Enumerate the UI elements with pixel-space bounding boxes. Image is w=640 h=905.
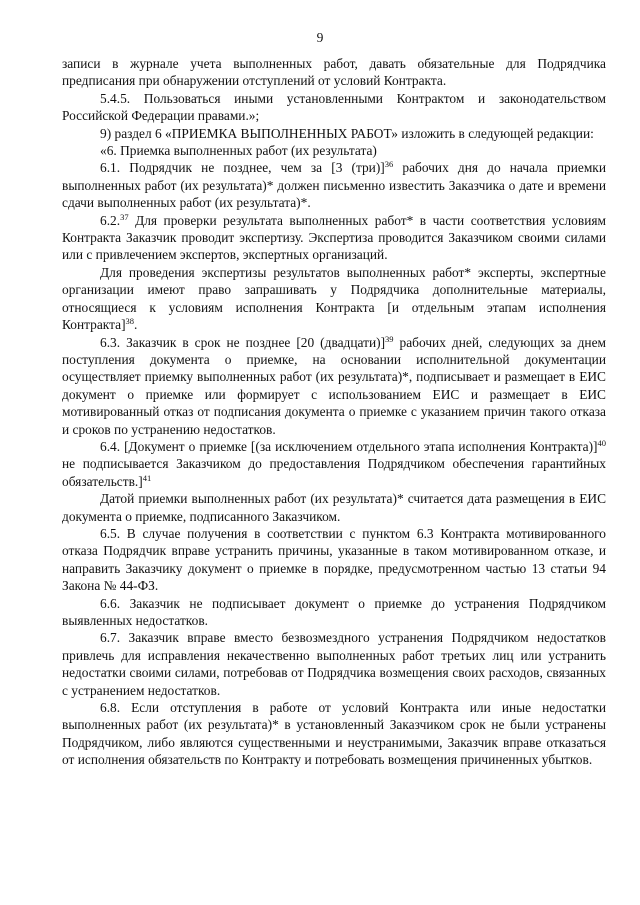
paragraph-6-3-text-end: рабочих дней, следующих за днем поступления документа о приемке, на основании исполнительной документации осуществляет приемку выполненных работ (их результата)*, подписывает и размещает в ЕИС документ о приемке или формирует с использованием ЕИС и размещает в ЕИС мотивированный отказ от подписания документа о приемке с указанием причин такого отказа и сроков по устранению недостатков. <box>62 334 606 437</box>
paragraph-6-2-text: Для проверки результата выполненных работ* в части соответствия условиям Контракта Заказчик проводит экспертизу. Экспертиза проводится Заказчиком своими силами или с привлечением экспертов, экспертных организаций. <box>62 212 606 263</box>
paragraph-6-1-text-start: 6.1. Подрядчик не позднее, чем за [3 (три)] <box>100 160 385 176</box>
paragraph-6-3-text-start: 6.3. Заказчик в срок не позднее [20 (двадцати)] <box>100 334 386 350</box>
paragraph-5-4-5: 5.4.5. Пользоваться иными установленными Контрактом и законодательством Российской Федерации правами.»; <box>62 90 606 124</box>
footnote-ref-41: 41 <box>142 472 152 483</box>
footnote-ref-39: 39 <box>385 333 394 344</box>
paragraph-item-9: 9) раздел 6 «ПРИЕМКА ВЫПОЛНЕННЫХ РАБОТ» изложить в следующей редакции: <box>100 125 594 141</box>
paragraph-6-6: 6.6. Заказчик не подписывает документ о приемке до устранения Подрядчиком выявленных недостатков. <box>62 595 606 628</box>
paragraph-6-4-text-end: не подписывается Заказчиком до предоставления Подрядчиком обеспечения гарантийных обязательств.] <box>62 456 606 489</box>
section-6-heading: «6. Приемка выполненных работ (их результата) <box>100 143 377 159</box>
paragraph-acceptance-date: Датой приемки выполненных работ (их результата)* считается дата размещения в ЕИС документа о приемке, подписанного Заказчиком. <box>62 491 606 524</box>
paragraph-6-5: 6.5. В случае получения в соответствии с пунктом 6.3 Контракта мотивированного отказа Подрядчик вправе устранить причины, указанные в таком мотивированном отказе, и направить Заказчику документ о приемке в порядке, предусмотренном частью 13 статьи 94 Закона № 44-ФЗ. <box>62 525 606 594</box>
footnote-ref-37: 37 <box>120 211 129 222</box>
paragraph-expertise-period: . <box>134 317 138 333</box>
footnote-ref-36: 36 <box>384 159 394 170</box>
paragraph-6-1 <box>62 159 606 211</box>
paragraph-6-3 <box>62 334 606 438</box>
page-number: 9 <box>316 30 324 45</box>
paragraph-expertise-materials <box>62 264 606 334</box>
paragraph-6-1-text-end: рабочих дня до начала приемки выполненных работ (их результата)* должен письменно известить Заказчика о дате и времени сдачи выполненных работ (их результата)*. <box>62 160 606 211</box>
footnote-ref-40: 40 <box>597 437 606 448</box>
document-body <box>62 55 606 769</box>
paragraph-6-4 <box>62 438 606 490</box>
paragraph-continuation: записи в журнале учета выполненных работ, давать обязательные для Подрядчика предписания при обнаружении отступлений от условий Контракта. <box>62 56 606 89</box>
paragraph-6-8: 6.8. Если отступления в работе от условий Контракта или иные недостатки выполненных работ (их результата)* в установленный Заказчиком срок не были устранены Подрядчиком, либо являются существенными и неустранимыми, Заказчик вправе отказаться от исполнения обязательств по Контракту и потребовать возмещения причиненных убытков. <box>62 700 606 768</box>
paragraph-6-2-number: 6.2. <box>100 212 121 228</box>
paragraph-6-2 <box>62 212 606 264</box>
paragraph-6-4-text-start: 6.4. [Документ о приемке [(за исключением отдельного этапа исполнения Контракта)] <box>100 438 598 454</box>
paragraph-6-7: 6.7. Заказчик вправе вместо безвозмездного устранения Подрядчиком недостатков привлечь для исправления некачественно выполненных работ третьих лиц или устранить недостатки своими силами, потребовав от Подрядчика возмещения своих расходов, связанных с устранением недостатков. <box>62 630 606 698</box>
footnote-ref-38: 38 <box>125 316 135 327</box>
paragraph-expertise-text: Для проведения экспертизы результатов выполненных работ* эксперты, экспертные организации имеют право запрашивать у Подрядчика дополнительные материалы, относящиеся к условиям исполнения Контракта [и отдельным этапам исполнения Контракта] <box>62 264 606 333</box>
